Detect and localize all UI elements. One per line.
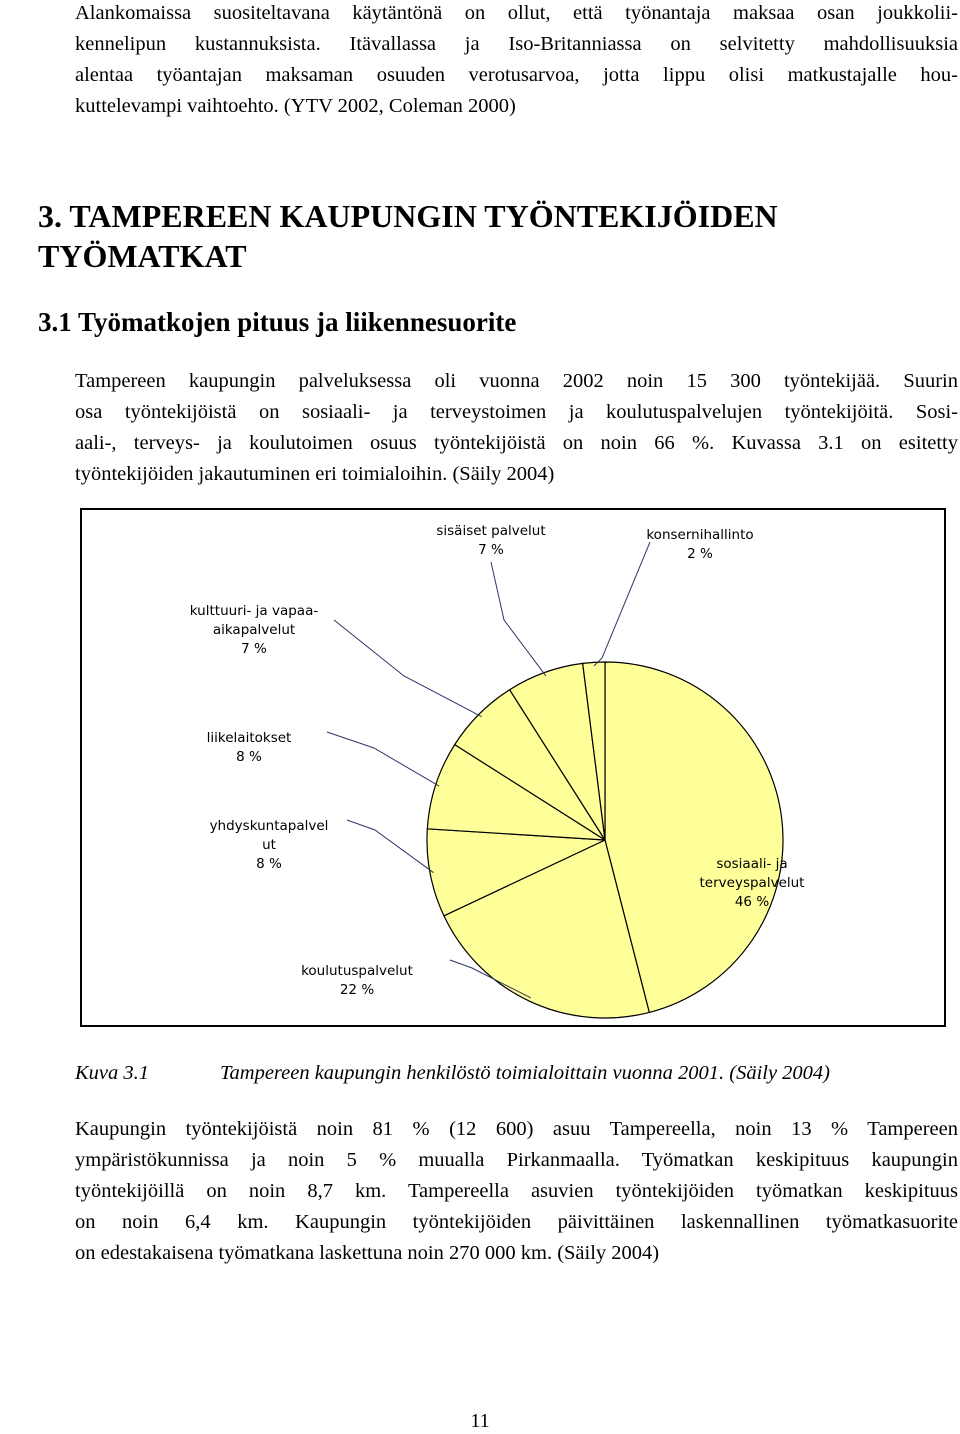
slice-label-sisaiset: sisäiset palvelut 7 % xyxy=(436,523,546,558)
section-heading: 3.1 Työmatkojen pituus ja liikennesuorite xyxy=(38,307,517,337)
slice-label-liikelaitokset: liikelaitokset 8 % xyxy=(206,730,292,765)
chapter-heading-line: TYÖMATKAT xyxy=(38,238,247,274)
page-number: 11 xyxy=(470,1410,490,1432)
slice-label-koulutus: koulutuspalvelut 22 % xyxy=(301,963,413,998)
chapter-heading-line: 3. TAMPEREEN KAUPUNGIN TYÖNTEKIJÖIDEN xyxy=(38,198,778,234)
text-line: kuttelevampi vaihtoehto. (YTV 2002, Coleman 2000) xyxy=(75,95,516,117)
leader-line-sisaiset xyxy=(491,562,546,676)
text-line: työntekijöiden jakautuminen eri toimialoihin. (Säily 2004) xyxy=(75,463,555,485)
text-line: on edestakaisena työmatkana laskettuna noin 270 000 km. (Säily 2004) xyxy=(75,1242,660,1264)
leader-line-yhdyskunta xyxy=(347,820,434,873)
slice-label-kulttuuri: kulttuuri- ja vapaa-aikapalvelut 7 % xyxy=(189,603,319,657)
pie-chart-frame xyxy=(80,508,946,1027)
text-line: Tampereen kaupungin palveluksessa oli vuonna 2002 noin 15 300 työntekijää. Suurin xyxy=(75,370,958,392)
text-line: osa työntekijöistä on sosiaali- ja terveystoimen ja koulutuspalvelujen työntekijöitä. Sosi- xyxy=(75,401,958,423)
text-line: Alankomaissa suositeltavana käytäntönä on ollut, että työnantaja maksaa osan joukkolii- xyxy=(75,2,958,24)
pie-chart xyxy=(82,510,944,1025)
leader-line-kulttuuri xyxy=(334,620,482,717)
caption-text: Tampereen kaupungin henkilöstö toimialoittain vuonna 2001. (Säily 2004) xyxy=(220,1062,831,1084)
slice-label-yhdyskunta: yhdyskuntapalvel ut 8 % xyxy=(209,818,329,872)
text-line: Kaupungin työntekijöistä noin 81 % (12 600) asuu Tampereella, noin 13 % Tampereen xyxy=(75,1118,958,1140)
caption-label: Kuva 3.1 xyxy=(75,1062,150,1084)
text-line: on noin 6,4 km. Kaupungin työntekijöiden päivittäinen laskennallinen työmatkasuorite xyxy=(75,1211,958,1233)
commute-paragraph xyxy=(75,1114,958,1269)
text-line: kennelipun kustannuksista. Itävallassa ja Iso-Britanniassa on selvitetty mahdollisuuksia xyxy=(75,33,958,55)
intro-paragraph xyxy=(75,0,958,122)
staff-paragraph xyxy=(75,366,958,490)
text-line: alentaa työantajan maksaman osuuden verotusarvoa, jotta lippu olisi matkustajalle hou- xyxy=(75,64,958,86)
text-line: aali-, terveys- ja koulutoimen osuus työntekijöistä on noin 66 %. Kuvassa 3.1 on esitetty xyxy=(75,432,958,454)
slice-label-konsernihallinto: konsernihallinto 2 % xyxy=(646,527,754,562)
text-line: ympäristökunnissa ja noin 5 % muualla Pirkanmaalla. Työmatkan keskipituus kaupungin xyxy=(75,1149,958,1171)
chapter-heading xyxy=(38,196,778,276)
text-line: työntekijöillä on noin 8,7 km. Tampereella asuvien työntekijöiden työmatkan keskipituus xyxy=(75,1180,958,1202)
leader-line-konsernihallinto xyxy=(594,542,650,666)
leader-line-liikelaitokset xyxy=(327,732,439,786)
slice-label-sosiaali-terveys: sosiaali- ja terveyspalvelut 46 % xyxy=(699,856,805,910)
